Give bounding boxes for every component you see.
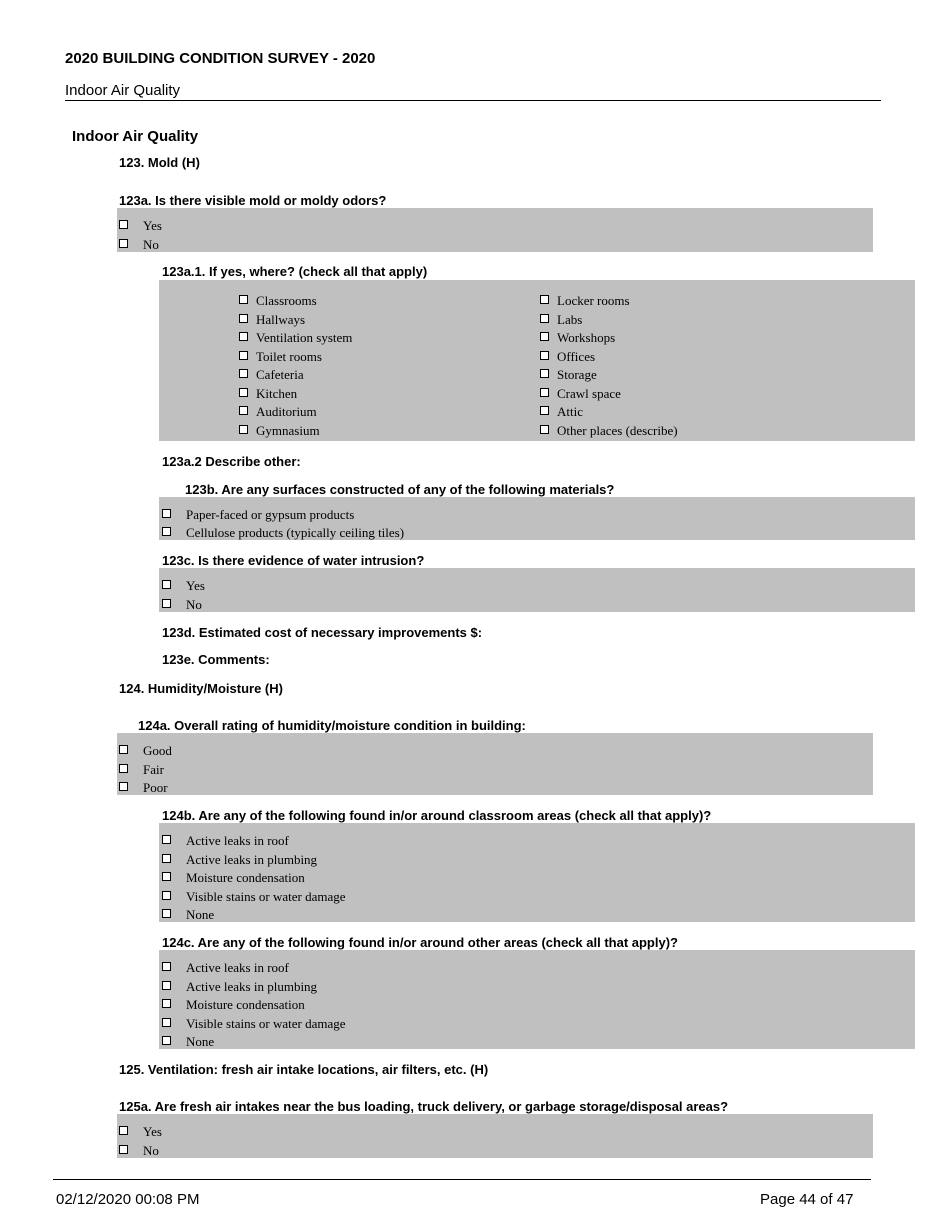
checkbox-icon[interactable] [119, 1145, 128, 1154]
footer-divider [53, 1179, 871, 1180]
option-visible-stains[interactable]: Visible stains or water damage [162, 1016, 346, 1032]
checkbox-icon[interactable] [162, 854, 171, 863]
checkbox-icon[interactable] [162, 580, 171, 589]
option-visible-stains[interactable]: Visible stains or water damage [162, 889, 346, 905]
checkbox-icon[interactable] [540, 406, 549, 415]
option-ventilation-system[interactable]: Ventilation system [239, 330, 352, 346]
survey-subtitle: Indoor Air Quality [65, 82, 181, 99]
question-123c-label: 123c. Is there evidence of water intrusion? [162, 553, 425, 568]
option-offices[interactable]: Offices [540, 349, 595, 365]
question-124c-options [159, 950, 915, 1049]
question-123a2-label: 123a.2 Describe other: [162, 454, 301, 469]
checkbox-icon[interactable] [162, 909, 171, 918]
option-labs[interactable]: Labs [540, 312, 582, 328]
option-hallways[interactable]: Hallways [239, 312, 305, 328]
question-123e-label: 123e. Comments: [162, 652, 270, 667]
checkbox-icon[interactable] [162, 872, 171, 881]
option-moisture-condensation[interactable]: Moisture condensation [162, 997, 305, 1013]
checkbox-icon[interactable] [162, 599, 171, 608]
checkbox-icon[interactable] [162, 527, 171, 536]
question-124a-options [117, 733, 873, 795]
header-divider [65, 100, 881, 101]
option-active-leaks-roof[interactable]: Active leaks in roof [162, 960, 289, 976]
checkbox-icon[interactable] [540, 295, 549, 304]
checkbox-icon[interactable] [239, 388, 248, 397]
option-active-leaks-roof[interactable]: Active leaks in roof [162, 833, 289, 849]
footer-page-number: Page 44 of 47 [760, 1191, 854, 1208]
checkbox-icon[interactable] [239, 351, 248, 360]
checkbox-icon[interactable] [119, 745, 128, 754]
checkbox-icon[interactable] [540, 351, 549, 360]
question-124-title: 124. Humidity/Moisture (H) [119, 681, 283, 696]
option-paper-faced-gypsum[interactable]: Paper-faced or gypsum products [162, 507, 354, 523]
checkbox-icon[interactable] [540, 332, 549, 341]
footer-datetime: 02/12/2020 00:08 PM [56, 1191, 200, 1208]
option-active-leaks-plumbing[interactable]: Active leaks in plumbing [162, 852, 317, 868]
option-no[interactable]: No [119, 237, 159, 253]
question-123a-label: 123a. Is there visible mold or moldy odors? [119, 193, 387, 208]
checkbox-icon[interactable] [162, 509, 171, 518]
option-yes[interactable]: Yes [119, 1124, 162, 1140]
option-classrooms[interactable]: Classrooms [239, 293, 317, 309]
option-crawl-space[interactable]: Crawl space [540, 386, 621, 402]
checkbox-icon[interactable] [162, 981, 171, 990]
option-moisture-condensation[interactable]: Moisture condensation [162, 870, 305, 886]
question-125a-options [117, 1114, 873, 1158]
option-attic[interactable]: Attic [540, 404, 583, 420]
option-storage[interactable]: Storage [540, 367, 597, 383]
option-kitchen[interactable]: Kitchen [239, 386, 297, 402]
option-other-places[interactable]: Other places (describe) [540, 423, 678, 439]
checkbox-icon[interactable] [162, 835, 171, 844]
option-good[interactable]: Good [119, 743, 172, 759]
question-125a-label: 125a. Are fresh air intakes near the bus loading, truck delivery, or garbage storage/disposal areas? [119, 1099, 729, 1114]
checkbox-icon[interactable] [162, 962, 171, 971]
question-124b-label: 124b. Are any of the following found in/or around classroom areas (check all that apply)? [162, 808, 712, 823]
checkbox-icon[interactable] [540, 388, 549, 397]
option-active-leaks-plumbing[interactable]: Active leaks in plumbing [162, 979, 317, 995]
question-124b-options [159, 823, 915, 922]
checkbox-icon[interactable] [239, 406, 248, 415]
option-toilet-rooms[interactable]: Toilet rooms [239, 349, 322, 365]
checkbox-icon[interactable] [162, 999, 171, 1008]
option-workshops[interactable]: Workshops [540, 330, 615, 346]
option-yes[interactable]: Yes [162, 578, 205, 594]
question-123c-options [159, 568, 915, 612]
checkbox-icon[interactable] [119, 239, 128, 248]
option-auditorium[interactable]: Auditorium [239, 404, 317, 420]
option-locker-rooms[interactable]: Locker rooms [540, 293, 630, 309]
option-no[interactable]: No [119, 1143, 159, 1159]
option-gymnasium[interactable]: Gymnasium [239, 423, 320, 439]
option-poor[interactable]: Poor [119, 780, 168, 796]
question-124c-label: 124c. Are any of the following found in/or around other areas (check all that apply)? [162, 935, 678, 950]
question-123a1-label: 123a.1. If yes, where? (check all that apply) [162, 264, 428, 279]
checkbox-icon[interactable] [540, 314, 549, 323]
checkbox-icon[interactable] [119, 220, 128, 229]
question-123-title: 123. Mold (H) [119, 155, 200, 170]
question-123a-options [117, 208, 873, 252]
checkbox-icon[interactable] [239, 369, 248, 378]
question-123b-label: 123b. Are any surfaces constructed of any of the following materials? [185, 482, 615, 497]
question-125-title: 125. Ventilation: fresh air intake locations, air filters, etc. (H) [119, 1062, 489, 1077]
question-123d-label: 123d. Estimated cost of necessary improvements $: [162, 625, 483, 640]
question-123b-options [159, 497, 915, 540]
checkbox-icon[interactable] [162, 1036, 171, 1045]
option-cellulose-products[interactable]: Cellulose products (typically ceiling tiles) [162, 525, 404, 541]
checkbox-icon[interactable] [162, 1018, 171, 1027]
checkbox-icon[interactable] [540, 369, 549, 378]
checkbox-icon[interactable] [119, 782, 128, 791]
checkbox-icon[interactable] [162, 891, 171, 900]
checkbox-icon[interactable] [119, 764, 128, 773]
checkbox-icon[interactable] [119, 1126, 128, 1135]
question-123a1-options [159, 280, 915, 441]
checkbox-icon[interactable] [239, 314, 248, 323]
checkbox-icon[interactable] [239, 295, 248, 304]
option-yes[interactable]: Yes [119, 218, 162, 234]
checkbox-icon[interactable] [239, 332, 248, 341]
checkbox-icon[interactable] [239, 425, 248, 434]
option-no[interactable]: No [162, 597, 202, 613]
section-title: Indoor Air Quality [72, 128, 199, 145]
option-none[interactable]: None [162, 907, 214, 923]
checkbox-icon[interactable] [540, 425, 549, 434]
option-fair[interactable]: Fair [119, 762, 164, 778]
option-none[interactable]: None [162, 1034, 214, 1050]
option-cafeteria[interactable]: Cafeteria [239, 367, 304, 383]
question-124a-label: 124a. Overall rating of humidity/moisture condition in building: [138, 718, 526, 733]
survey-title: 2020 BUILDING CONDITION SURVEY - 2020 [65, 50, 376, 67]
